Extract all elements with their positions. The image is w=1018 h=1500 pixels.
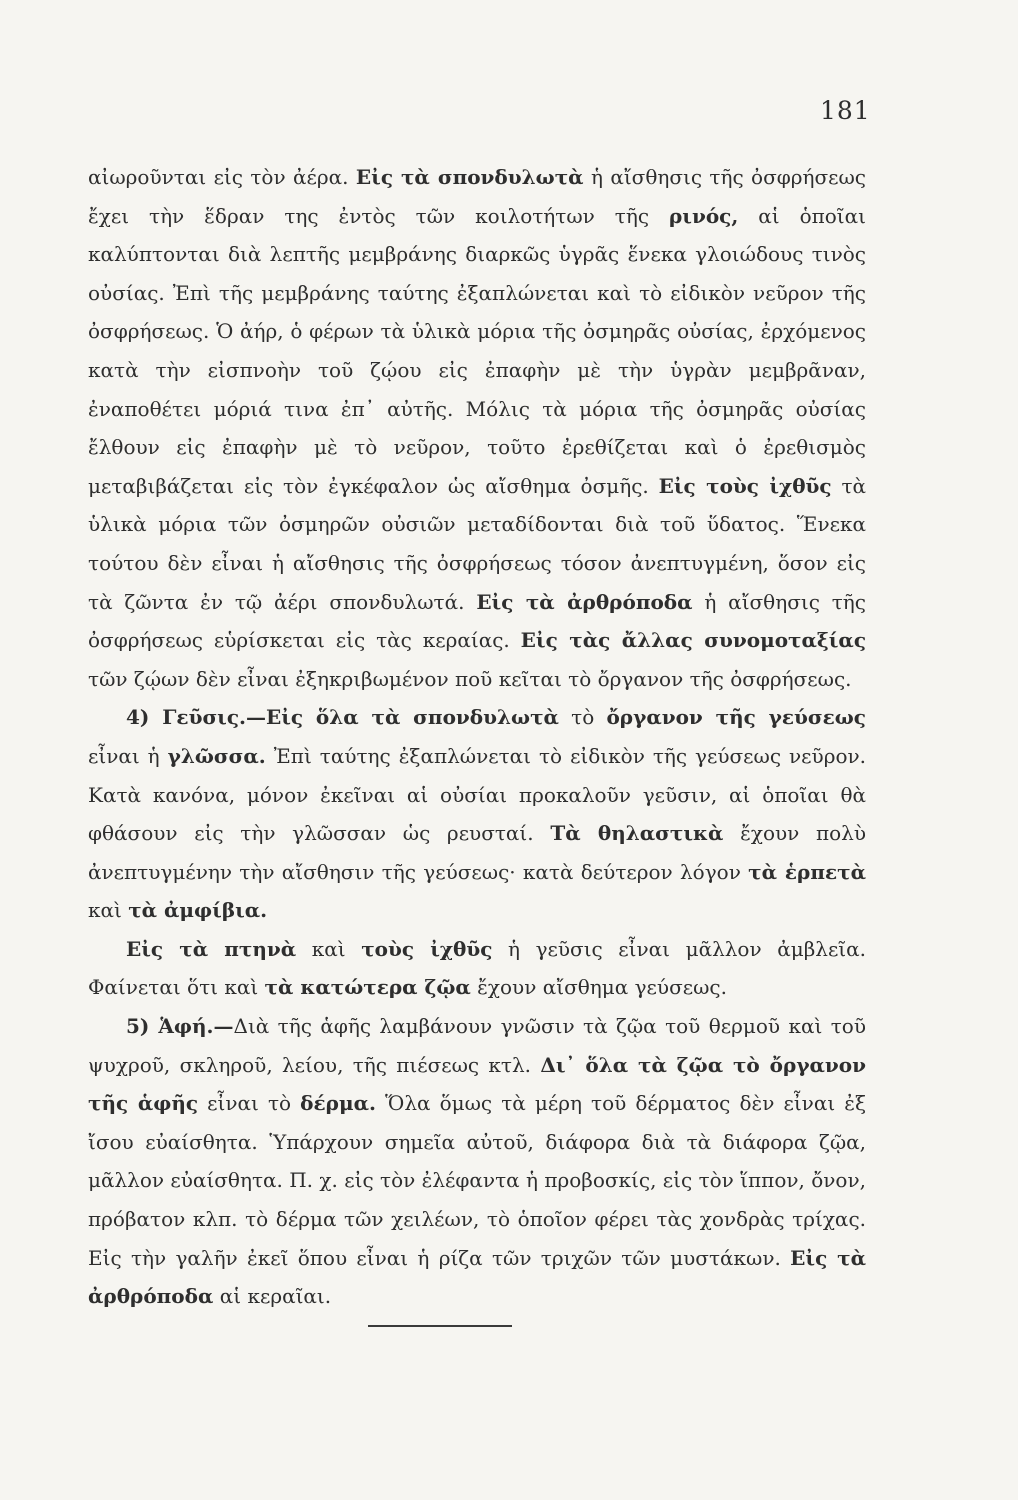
text-run: Ἐπὶ ταύτης ἐξαπλώνεται τὸ εἰδικὸν τῆς γεύσεως νεῦρον. Κατὰ κανόνα, μόνον ἐκεῖναι αἱ οὐσίαι προκαλοῦν γεῦσιν, αἱ ὁποῖαι θὰ φθάσουν εἰς τὴν γλῶσσαν ὡς ρευσταί.	[88, 743, 867, 846]
text-run: εἶναι τὸ	[198, 1091, 301, 1116]
text-run: αἱ ὁποῖαι καλύπτονται διὰ λεπτῆς μεμβράνης διαρκῶς ὑγρᾶς ἕνεκα γλοιώδους τινὸς οὐσίας. Ἐπὶ τῆς μεμβράνης ταύτης ἐξαπλώνεται καὶ τὸ εἰδικὸν νεῦρον τῆς ὀσφρήσεως. Ὁ ἀήρ, ὁ φέρων τὰ ὑλικὰ μόρια τῆς ὀσμηρᾶς οὐσίας, ἐρχόμενος κατὰ τὴν εἰσπνοὴν τοῦ ζῴου εἰς ἐπαφὴν μὲ τὴν ὑγρὰν μεμβρᾶναν, ἐναποθέτει μόριά τινα ἐπ᾿ αὐτῆς. Μόλις τὰ μόρια τῆς ὀσμηρᾶς οὐσίας ἔλθουν εἰς ἐπαφὴν μὲ τὸ νεῦρον, τοῦτο ἐρεθίζεται καὶ ὁ ἐρεθισμὸς μεταβιβάζεται εἰς τὸν ἐγκέφαλον ὡς αἴσθημα ὀσμῆς.	[88, 203, 866, 498]
text-run: ἔχουν πολὺ ἀνεπτυγμένην τὴν αἴσθησιν τῆς γεύσεως· κατὰ δεύτερον λόγον	[88, 821, 866, 884]
text-run: Διὰ τῆς ἁφῆς λαμβάνουν γνῶσιν τὰ ζῷα τοῦ θερμοῦ καὶ τοῦ ψυχροῦ, σκληροῦ, λείου, τῆς πιέσεως κτλ.	[88, 1014, 866, 1077]
bold-term: ὄργανον τῆς γεύσεως	[606, 705, 866, 730]
text-run: καὶ	[296, 936, 362, 961]
paragraph-taste-birds-fish	[88, 930, 866, 1007]
bold-term: τὰ ἀμφίβια.	[128, 898, 268, 923]
bold-term: Εἰς τὰ ἀρθρόποδα	[476, 589, 693, 614]
text-run: αἱ κεραῖαι.	[213, 1284, 332, 1309]
text-run: καὶ	[88, 898, 129, 923]
bold-term: Εἰς τὰ σπονδυλωτὰ	[355, 165, 584, 189]
paragraph-touch	[88, 1007, 866, 1316]
text-run: ἔχουν αἴσθημα γεύσεως.	[470, 975, 727, 1000]
body-text	[88, 158, 866, 1316]
bold-term: τὰ κατώτερα ζῷα	[264, 975, 471, 1000]
text-run: τὸ	[558, 705, 607, 730]
text-run: ἡ γεῦσις εἶναι μᾶλλον ἀμβλεῖα. Φαίνεται ὅτι καὶ	[88, 936, 867, 1000]
text-run: τὰ ὑλικὰ μόρια τῶν ὀσμηρῶν οὐσιῶν μεταδίδονται διὰ τοῦ ὕδατος. Ἕνεκα τούτου δὲν εἶναι ἡ αἴσθησις τῆς ὀσφρήσεως τόσον ἀνεπτυγμένη, ὅσον εἰς τὰ ζῶντα ἐν τῷ ἀέρι σπονδυλωτά.	[88, 473, 867, 614]
bold-term: Τὰ θηλαστικὰ	[550, 821, 724, 846]
bold-term: γλῶσσα.	[167, 743, 266, 768]
bold-term: τὰ ἑρπετὰ	[748, 859, 866, 884]
bold-term: τοὺς ἰχθῦς	[361, 936, 493, 961]
bold-term: Εἰς τὰ πτηνὰ	[126, 936, 297, 961]
text-run: εἶναι ἡ	[88, 743, 168, 768]
text-run: ἡ αἴσθησις τῆς ὀσφρήσεως ἔχει τὴν ἕδραν της ἐντὸς τῶν κοιλοτήτων τῆς	[88, 165, 867, 228]
text-run: Ὅλα ὅμως τὰ μέρη τοῦ δέρματος δὲν εἶναι ἐξ ἴσου εὐαίσθητα. Ὑπάρχουν σημεῖα αὐτοῦ, διάφορα διὰ τὰ διάφορα ζῷα, μᾶλλον εὐαίσθητα. Π. χ. εἰς τὸν ἐλέφαντα ἡ προβοσκίς, εἰς τὸν ἵππον, ὄνον, πρόβατον κλπ. τὸ δέρμα τῶν χειλέων, τὸ ὁποῖον φέρει τὰς χονδρὰς τρίχας. Εἰς τὴν γαλῆν ἐκεῖ ὅπου εἶναι ἡ ρίζα τῶν τριχῶν τῶν μυστάκων.	[88, 1091, 867, 1270]
bold-term: Δι᾿ ὅλα τὰ ζῷα τὸ ὄργανον τῆς ἁφῆς	[88, 1052, 867, 1116]
paragraph-smell-text	[88, 158, 866, 698]
bold-term: 4) Γεῦσις.—Εἰς ὅλα τὰ σπονδυλωτὰ	[126, 705, 559, 730]
text-run: ἡ αἴσθησις τῆς ὀσφρήσεως εὑρίσκεται εἰς τὰς κεραίας.	[88, 589, 866, 653]
paragraph-taste	[88, 698, 866, 930]
bold-term: Εἰς τὰς ἄλλας συνομοταξίας	[520, 628, 866, 653]
bold-term: Εἰς τὰ ἀρθρόποδα	[88, 1245, 866, 1309]
end-rule	[368, 1325, 512, 1327]
page-number: 181	[820, 96, 871, 125]
bold-term: Εἰς τοὺς ἰχθῦς	[658, 473, 832, 498]
bold-term: δέρμα.	[300, 1091, 376, 1116]
bold-term: ρινός,	[668, 203, 739, 228]
text-run: τῶν ζῴων δὲν εἶναι ἐξηκριβωμένον ποῦ κεῖται τὸ ὄργανον τῆς ὀσφρήσεως.	[88, 666, 852, 691]
bold-term: 5) Ἁφή.—	[126, 1014, 234, 1039]
text-run: αἰωροῦνται εἰς τὸν ἀέρα.	[88, 165, 356, 189]
